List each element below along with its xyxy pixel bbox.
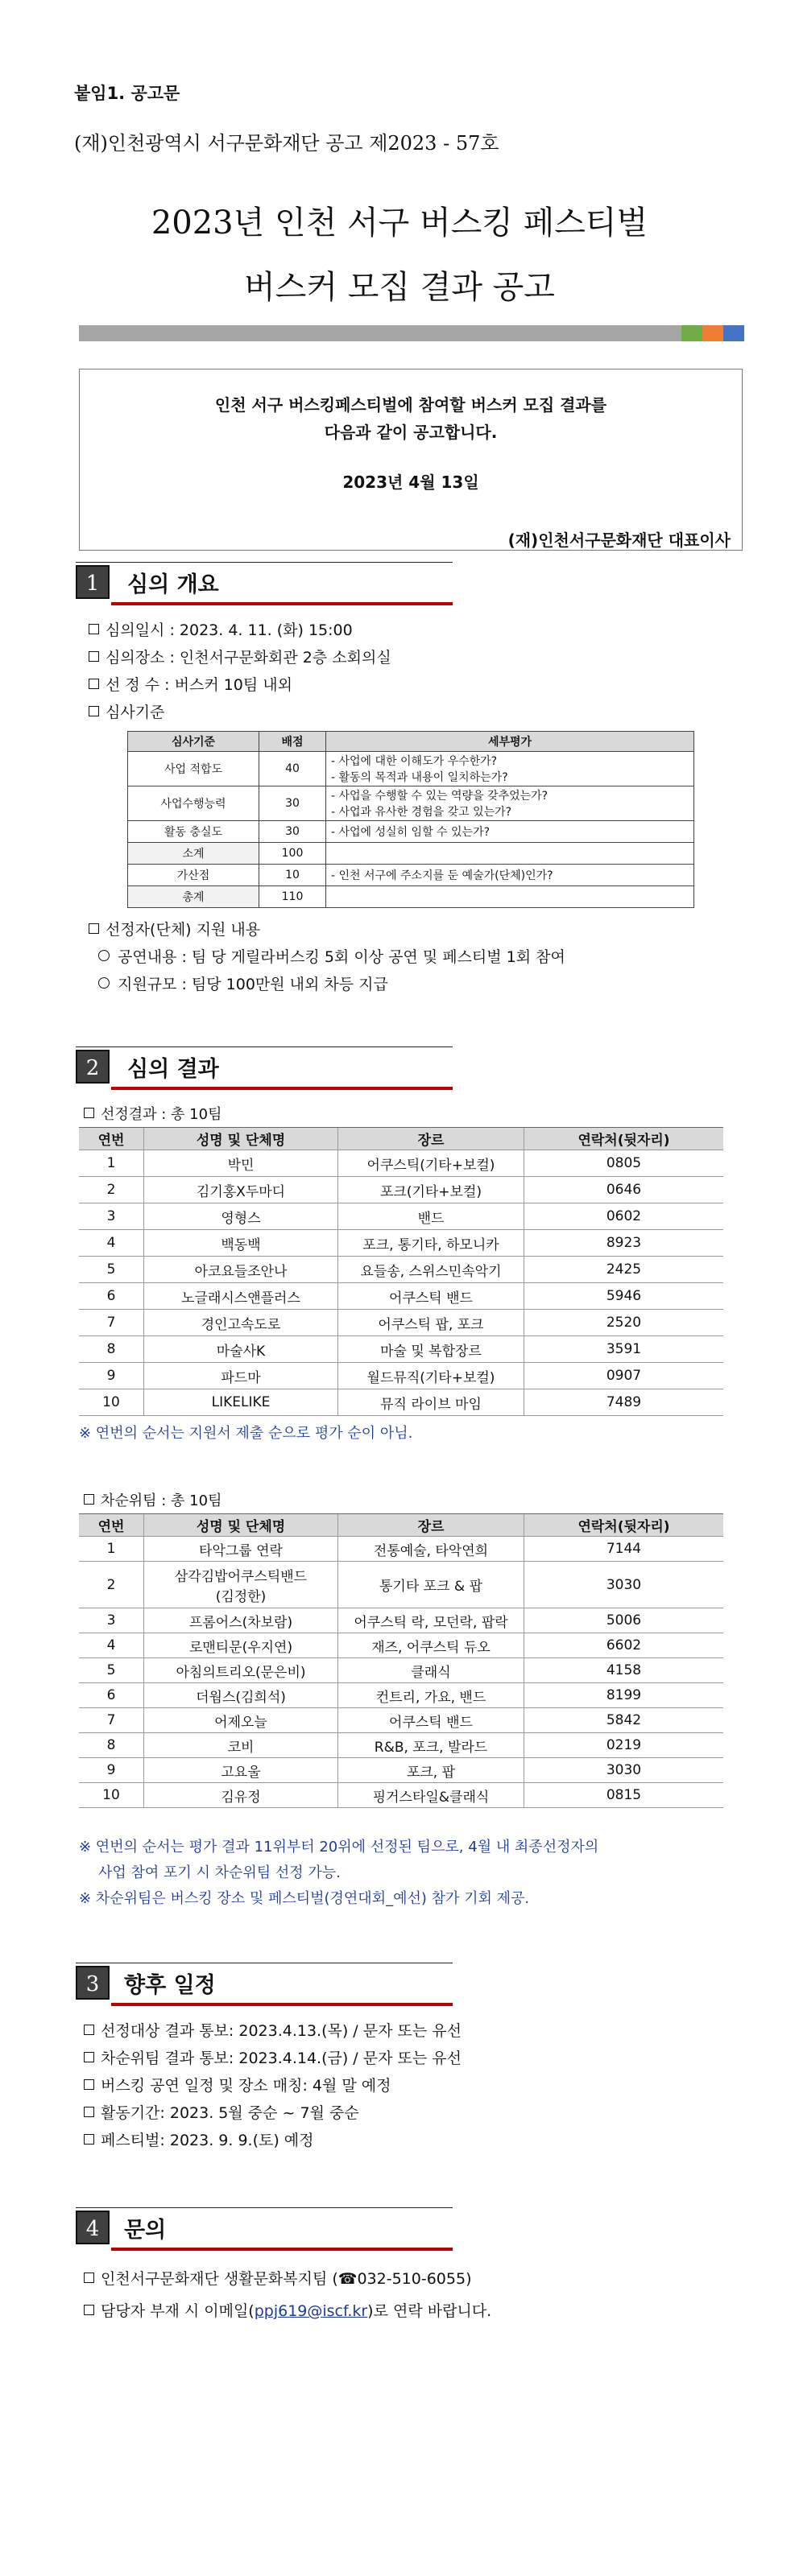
criteria-total-empty [326, 886, 694, 908]
cell-name: 박민 [144, 1150, 338, 1177]
document-number: (재)인천광역시 서구문화재단 공고 제2023 - 57호 [74, 132, 499, 155]
checkbox-square-icon [89, 679, 99, 689]
waitlist-header-tel: 연락처(뒷자리) [524, 1514, 724, 1537]
s1-support-2 [98, 972, 388, 994]
cell-tel: 8923 [524, 1230, 724, 1257]
criteria-detail: - 사업에 성실히 임할 수 있는가? [326, 821, 694, 843]
section-2-red-rule [111, 1087, 453, 1090]
cell-tel: 7489 [524, 1389, 724, 1416]
checkbox-square-icon [84, 2052, 94, 2062]
divider-blue [723, 325, 744, 341]
table-row [79, 1283, 723, 1310]
cell-tel: 5842 [524, 1708, 724, 1733]
cell-no: 9 [79, 1363, 144, 1389]
cell-no: 4 [79, 1633, 144, 1658]
cell-name: 로맨티문(우지연) [144, 1633, 338, 1658]
table-row [79, 1363, 723, 1389]
divider-green [681, 325, 702, 341]
cell-name: 아코요들조안나 [144, 1257, 338, 1283]
cell-tel: 0219 [524, 1733, 724, 1758]
cell-no: 3 [79, 1203, 144, 1230]
cell-tel: 5946 [524, 1283, 724, 1310]
cell-genre: 재즈, 어쿠스틱 듀오 [338, 1633, 524, 1658]
cell-genre: 포크(기타+보컬) [338, 1177, 524, 1203]
cell-genre: 어쿠스틱(기타+보컬) [338, 1150, 524, 1177]
criteria-bonus-desc: - 인천 서구에 주소지를 둔 예술가(단체)인가? [326, 865, 694, 886]
s1-item-count [89, 673, 292, 695]
section-4-top-rule [76, 2207, 453, 2208]
waitlist-header-name: 성명 및 단체명 [144, 1514, 338, 1537]
criteria-total: 110 [259, 886, 326, 908]
checkbox-square-icon [89, 923, 99, 934]
table-row [79, 1562, 723, 1608]
s1-item-place-text: 심의장소 : 인천서구문화회관 2층 소회의실 [106, 649, 391, 667]
table-row [79, 1230, 723, 1257]
s1-support-title-text: 선정자(단체) 지원 내용 [106, 921, 261, 939]
criteria-score: 40 [259, 752, 326, 786]
section-4-red-rule [111, 2248, 453, 2251]
cell-genre: R&B, 포크, 발라드 [338, 1733, 524, 1758]
criteria-subtotal-empty [326, 843, 694, 865]
cell-tel: 0805 [524, 1150, 724, 1177]
cell-no: 2 [79, 1562, 144, 1608]
section-3-number: 3 [76, 1966, 110, 2000]
cell-genre: 포크, 팝 [338, 1758, 524, 1783]
s1-item-criteria-text: 심사기준 [106, 704, 165, 721]
section-1-number: 1 [76, 565, 110, 599]
cell-name: 김유정 [144, 1783, 338, 1808]
cell-name: 영형스 [144, 1203, 338, 1230]
table-row [79, 1537, 723, 1562]
cell-name: LIKELIKE [144, 1389, 338, 1416]
checkbox-square-icon [84, 1494, 94, 1505]
checkbox-square-icon [89, 651, 99, 662]
cell-tel: 0646 [524, 1177, 724, 1203]
s4-item-2-post: )로 연락 바랍니다. [367, 2302, 492, 2320]
table-row [79, 1310, 723, 1336]
cell-name: 마술사K [144, 1336, 338, 1363]
checkbox-square-icon [84, 2107, 94, 2117]
criteria-row [128, 752, 694, 786]
cell-no: 10 [79, 1389, 144, 1416]
criteria-header-name: 심사기준 [128, 732, 259, 752]
criteria-row [128, 786, 694, 821]
cell-no: 1 [79, 1150, 144, 1177]
s1-item-place [89, 646, 391, 667]
criteria-detail [326, 786, 694, 821]
criteria-row [128, 821, 694, 843]
cell-name: 고요울 [144, 1758, 338, 1783]
selected-header-genre: 장르 [338, 1128, 524, 1150]
cell-genre: 요들송, 스위스민속악기 [338, 1257, 524, 1283]
selected-header-name: 성명 및 단체명 [144, 1128, 338, 1150]
section-4-number: 4 [76, 2211, 110, 2244]
section-1-title: 심의 개요 [127, 572, 219, 597]
criteria-total-label: 총계 [128, 886, 259, 908]
checkbox-square-icon [84, 2025, 94, 2035]
notice-signature: (재)인천서구문화재단 대표이사 [507, 530, 731, 550]
circle-bullet-icon [98, 950, 110, 961]
criteria-name: 사업 적합도 [128, 752, 259, 786]
cell-genre: 밴드 [338, 1203, 524, 1230]
section-2-top-rule [76, 1046, 453, 1047]
waitlist-header-genre: 장르 [338, 1514, 524, 1537]
cell-genre: 마술 및 복합장르 [338, 1336, 524, 1363]
s3-item-3 [84, 2074, 391, 2095]
page-title: 2023년 인천 서구 버스킹 페스티벌 [151, 204, 648, 242]
cell-name: 경인고속도로 [144, 1310, 338, 1336]
section-3-red-rule [111, 2003, 453, 2006]
s3-item-3-text: 버스킹 공연 일정 및 장소 매칭: 4월 말 예정 [101, 2077, 391, 2095]
section-1-red-rule [111, 602, 453, 605]
waitlist-note-1-cont: 사업 참여 포기 시 차순위팀 선정 가능. [98, 1864, 341, 1881]
attachment-label: 붙임1. 공고문 [74, 84, 180, 103]
cell-genre: 뮤직 라이브 마임 [338, 1389, 524, 1416]
notice-date: 2023년 4월 13일 [342, 473, 479, 492]
cell-no: 10 [79, 1783, 144, 1808]
s4-item-1-text: 인천서구문화재단 생활문화복지팀 (☎032-510-6055) [101, 2270, 472, 2288]
table-row [79, 1758, 723, 1783]
waitlist-table [79, 1513, 723, 1808]
cell-genre: 핑거스타일&클래식 [338, 1783, 524, 1808]
waitlist-title-text: 차순위팀 : 총 10팀 [101, 1492, 222, 1509]
cell-genre: 컨트리, 가요, 밴드 [338, 1683, 524, 1708]
table-row [79, 1177, 723, 1203]
selected-header-tel: 연락처(뒷자리) [524, 1128, 724, 1150]
cell-no: 2 [79, 1177, 144, 1203]
table-row [79, 1150, 723, 1177]
cell-name: 백동백 [144, 1230, 338, 1257]
table-row [79, 1608, 723, 1633]
cell-no: 9 [79, 1758, 144, 1783]
s1-item-criteria [89, 700, 164, 722]
criteria-detail-line: - 활동의 목적과 내용이 일치하는가? [331, 771, 508, 784]
cell-tel: 3030 [524, 1562, 724, 1608]
checkbox-square-icon [84, 1108, 94, 1118]
selected-header-no: 연번 [79, 1128, 144, 1150]
cell-genre: 어쿠스틱 밴드 [338, 1283, 524, 1310]
cell-name: 파드마 [144, 1363, 338, 1389]
s3-item-1-text: 선정대상 결과 통보: 2023.4.13.(목) / 문자 또는 유선 [101, 2022, 462, 2040]
s1-item-date [89, 618, 353, 640]
cell-genre: 어쿠스틱 팝, 포크 [338, 1310, 524, 1336]
page-subtitle: 버스커 모집 결과 공고 [244, 269, 555, 306]
cell-name: 아침의트리오(문은비) [144, 1658, 338, 1683]
s3-item-4 [84, 2101, 359, 2123]
table-row [79, 1203, 723, 1230]
checkbox-square-icon [84, 2273, 94, 2283]
cell-tel: 4158 [524, 1658, 724, 1683]
cell-name: 프롬어스(차보람) [144, 1608, 338, 1633]
selected-note: ※ 연번의 순서는 지원서 제출 순으로 평가 순이 아님. [79, 1425, 413, 1442]
cell-genre: 포크, 통기타, 하모니카 [338, 1230, 524, 1257]
s4-item-2-pre: 담당자 부재 시 이메일( [101, 2302, 255, 2320]
cell-no: 5 [79, 1257, 144, 1283]
criteria-score: 30 [259, 821, 326, 843]
notice-line-1: 인천 서구 버스킹페스티벌에 참여할 버스커 모집 결과를 [214, 395, 607, 415]
s1-support-2-text: 지원규모 : 팀당 100만원 내외 차등 지급 [118, 976, 388, 993]
s3-item-1 [84, 2019, 462, 2041]
checkbox-square-icon [89, 624, 99, 634]
criteria-name: 사업수행능력 [128, 786, 259, 821]
criteria-table [127, 731, 694, 908]
cell-genre: 어쿠스틱 밴드 [338, 1708, 524, 1733]
s3-item-2 [84, 2046, 462, 2068]
s1-support-1-text: 공연내용 : 팀 당 게릴라버스킹 5회 이상 공연 및 페스티벌 1회 참여 [118, 948, 565, 966]
notice-box [79, 369, 743, 551]
cell-genre: 전통예술, 타악연희 [338, 1537, 524, 1562]
s1-support-1 [98, 945, 565, 967]
notice-line-2: 다음과 같이 공고합니다. [324, 423, 498, 442]
selected-title-text: 선정결과 : 총 10팀 [101, 1106, 222, 1123]
waitlist-title [84, 1489, 221, 1510]
s4-item-2 [84, 2299, 491, 2321]
criteria-header-score: 배점 [259, 732, 326, 752]
cell-name: 코비 [144, 1733, 338, 1758]
checkbox-square-icon [84, 2079, 94, 2090]
cell-name: 어제오늘 [144, 1708, 338, 1733]
cell-genre: 월드뮤직(기타+보컬) [338, 1363, 524, 1389]
criteria-header-detail: 세부평가 [326, 732, 694, 752]
waitlist-header-no: 연번 [79, 1514, 144, 1537]
table-row [79, 1683, 723, 1708]
waitlist-note-2: ※ 차순위팀은 버스킹 장소 및 페스티벌(경연대회_예선) 참가 기회 제공. [79, 1890, 530, 1907]
table-row [79, 1257, 723, 1283]
table-row [79, 1389, 723, 1416]
cell-no: 6 [79, 1283, 144, 1310]
criteria-score: 30 [259, 786, 326, 821]
cell-name-line: (김정한) [215, 1588, 267, 1605]
cell-no: 4 [79, 1230, 144, 1257]
cell-tel: 0602 [524, 1203, 724, 1230]
cell-name [144, 1562, 338, 1608]
cell-no: 1 [79, 1537, 144, 1562]
divider-orange [702, 325, 723, 341]
table-row [79, 1708, 723, 1733]
criteria-bonus-label: 가산점 [128, 865, 259, 886]
table-row [79, 1633, 723, 1658]
circle-bullet-icon [98, 977, 110, 989]
s3-item-4-text: 활동기간: 2023. 5월 중순 ~ 7월 중순 [101, 2104, 359, 2122]
cell-name: 타악그룹 연락 [144, 1537, 338, 1562]
s3-item-5-text: 페스티벌: 2023. 9. 9.(토) 예정 [101, 2132, 314, 2149]
section-2-title: 심의 결과 [127, 1057, 219, 1082]
cell-no: 8 [79, 1733, 144, 1758]
table-row [79, 1658, 723, 1683]
cell-tel: 3591 [524, 1336, 724, 1363]
cell-genre: 어쿠스틱 락, 모던락, 팝락 [338, 1608, 524, 1633]
cell-no: 8 [79, 1336, 144, 1363]
section-1-top-rule [76, 562, 453, 563]
criteria-total-row [128, 886, 694, 908]
cell-tel: 8199 [524, 1683, 724, 1708]
selected-table [79, 1127, 723, 1416]
cell-name: 김기홍X두마디 [144, 1177, 338, 1203]
cell-tel: 2520 [524, 1310, 724, 1336]
cell-tel: 3030 [524, 1758, 724, 1783]
cell-no: 6 [79, 1683, 144, 1708]
s1-item-date-text: 심의일시 : 2023. 4. 11. (화) 15:00 [106, 621, 353, 639]
criteria-subtotal: 100 [259, 843, 326, 865]
cell-tel: 0907 [524, 1363, 724, 1389]
criteria-bonus-row [128, 865, 694, 886]
criteria-detail-line: - 사업과 유사한 경험을 갖고 있는가? [331, 806, 512, 819]
criteria-bonus: 10 [259, 865, 326, 886]
s3-item-2-text: 차순위팀 결과 통보: 2023.4.14.(금) / 문자 또는 유선 [101, 2050, 462, 2067]
cell-tel: 6602 [524, 1633, 724, 1658]
cell-name: 노글래시스앤플러스 [144, 1283, 338, 1310]
criteria-detail [326, 752, 694, 786]
cell-no: 7 [79, 1310, 144, 1336]
s1-item-count-text: 선 정 수 : 버스커 10팀 내외 [106, 676, 293, 694]
cell-no: 7 [79, 1708, 144, 1733]
cell-no: 3 [79, 1608, 144, 1633]
table-row [79, 1733, 723, 1758]
cell-tel: 0815 [524, 1783, 724, 1808]
table-row [79, 1336, 723, 1363]
s3-item-5 [84, 2128, 314, 2150]
cell-tel: 5006 [524, 1608, 724, 1633]
divider-gray [79, 325, 681, 341]
criteria-detail-line: - 사업을 수행할 수 있는 역량을 갖추었는가? [331, 790, 549, 803]
checkbox-square-icon [84, 2305, 94, 2315]
cell-genre: 클래식 [338, 1658, 524, 1683]
cell-name-line: 삼각김밥어쿠스틱밴드 [174, 1568, 308, 1585]
checkbox-square-icon [89, 706, 99, 716]
section-4-title: 문의 [124, 2218, 167, 2243]
table-row [79, 1783, 723, 1808]
checkbox-square-icon [84, 2134, 94, 2145]
waitlist-note-1: ※ 연번의 순서는 평가 결과 11위부터 20위에 선정된 팀으로, 4월 내 최종선정자의 [79, 1839, 599, 1856]
cell-name: 더웜스(김희석) [144, 1683, 338, 1708]
s4-item-1 [84, 2267, 471, 2289]
cell-genre: 통기타 포크 & 팝 [338, 1562, 524, 1608]
criteria-name: 활동 충실도 [128, 821, 259, 843]
cell-tel: 2425 [524, 1257, 724, 1283]
cell-tel: 7144 [524, 1537, 724, 1562]
s1-support-title [89, 918, 260, 939]
cell-no: 5 [79, 1658, 144, 1683]
selected-title [84, 1103, 221, 1124]
section-2-number: 2 [76, 1050, 110, 1084]
criteria-subtotal-row [128, 843, 694, 865]
section-3-title: 향후 일정 [124, 1973, 216, 1998]
contact-email-link[interactable]: ppj619@iscf.kr [254, 2302, 368, 2320]
criteria-detail-line: - 사업에 대한 이해도가 우수한가? [331, 755, 498, 768]
criteria-subtotal-label: 소계 [128, 843, 259, 865]
